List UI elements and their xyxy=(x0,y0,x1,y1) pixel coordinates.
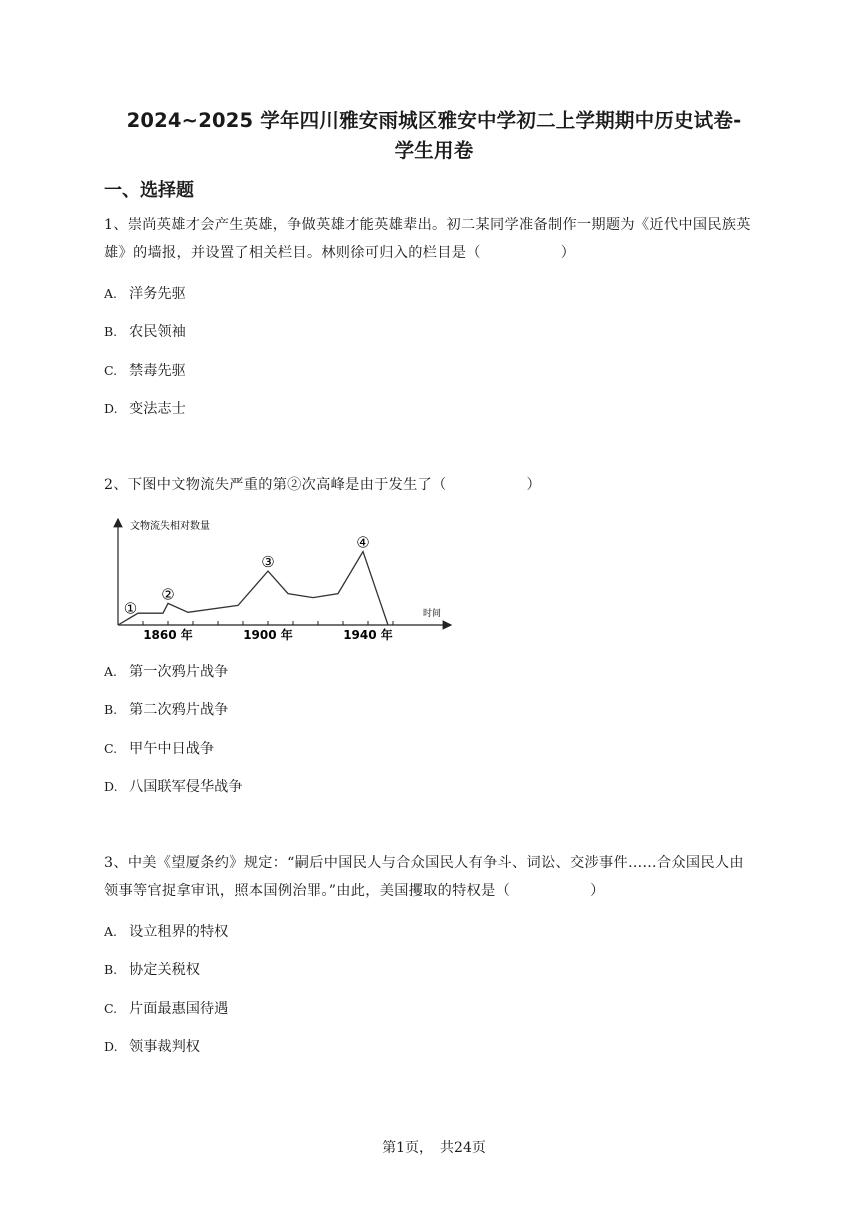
question-1-option-b[interactable]: B. 农民领袖 xyxy=(104,324,186,340)
title-line-1: 2024~2025 学年四川雅安雨城区雅安中学初二上学期期中历史试卷- xyxy=(126,109,742,132)
relic-loss-chart xyxy=(113,515,458,645)
question-2-option-c[interactable]: C. 甲午中日战争 xyxy=(104,741,215,757)
title-line-2: 学生用卷 xyxy=(394,139,474,162)
x-tick-label: 1940 年 xyxy=(343,628,393,642)
section-heading: 一、选择题 xyxy=(104,180,194,201)
question-3-option-a[interactable]: A. 设立租界的特权 xyxy=(104,924,229,940)
y-axis-label: 文物流失相对数量 xyxy=(130,521,210,532)
peak-label: ① xyxy=(123,599,138,618)
exam-title xyxy=(60,106,808,166)
peak-label: ③ xyxy=(261,553,275,572)
question-3-option-c[interactable]: C. 片面最惠国待遇 xyxy=(104,1001,229,1017)
question-1-option-a[interactable]: A. 洋务先驱 xyxy=(104,286,186,302)
question-1-option-d[interactable]: D. 变法志士 xyxy=(104,401,186,417)
peak-label: ② xyxy=(161,585,175,604)
question-2-option-d[interactable]: D. 八国联军侵华战争 xyxy=(104,779,243,795)
question-1-stem: 1、崇尚英雄才会产生英雄，争做英雄才能英雄辈出。初二某同学准备制作一期题为《近代中国民族英雄》的墙报，并设置了相关栏目。林则徐可归入的栏目是（ ） xyxy=(104,217,751,261)
peak-label: ④ xyxy=(356,533,370,552)
question-3-option-d[interactable]: D. 领事裁判权 xyxy=(104,1039,200,1055)
x-axis-label: 时间 xyxy=(423,609,442,619)
question-3-stem: 3、中美《望厦条约》规定：“嗣后中国民人与合众国民人有争斗、词讼、交涉事件……合众国民人由领事等官捉拿审讯，照本国例治罪。”由此，美国攫取的特权是（ ） xyxy=(104,855,744,899)
question-2-option-b[interactable]: B. 第二次鸦片战争 xyxy=(104,702,229,718)
question-1-option-c[interactable]: C. 禁毒先驱 xyxy=(104,363,186,379)
question-2-option-a[interactable]: A. 第一次鸦片战争 xyxy=(104,664,229,680)
question-2-stem: 2、下图中文物流失严重的第②次高峰是由于发生了（ ） xyxy=(104,477,542,493)
question-3-option-b[interactable]: B. 协定关税权 xyxy=(104,962,200,978)
x-tick-label: 1860 年 xyxy=(143,628,193,642)
page-footer: 第1页， 共24页 xyxy=(382,1140,486,1156)
x-tick-label: 1900 年 xyxy=(243,628,293,642)
series-line xyxy=(118,552,388,626)
